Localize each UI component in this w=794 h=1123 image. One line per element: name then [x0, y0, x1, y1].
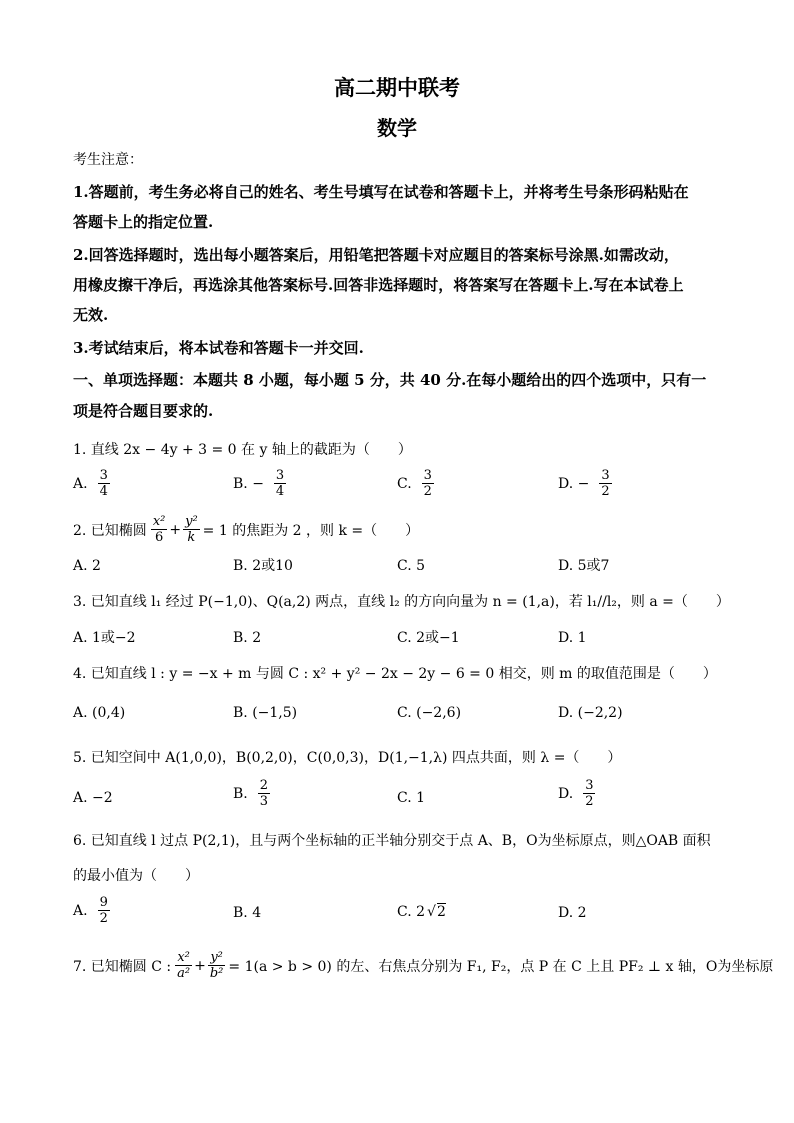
q5-option-d: D. $\frac{3}{2}$	[558, 778, 594, 809]
q5-stem: 5. 已知空间中 A(1,0,0)，B(0,2,0)，C(0,0,3)，D(1,−1,λ) 四点共面，则 λ =（ ）	[73, 750, 622, 766]
q3-stem: 3. 已知直线 l₁ 经过 P(−1,0)、Q(a,2) 两点，直线 l₂ 的方向向量为 n = (1,a)，若 l₁//l₂，则 a =（ ）	[73, 594, 730, 610]
q1-a-fraction: $\frac{3}{4}$	[99, 468, 108, 499]
q5-option-b: B. $\frac{2}{3}$	[233, 778, 269, 809]
q1-stem: 1. 直线 2x − 4y + 3 = 0 在 y 轴上的截距为（ ）	[73, 442, 412, 458]
q2-option-b: B. 2或10	[233, 558, 293, 574]
notice-item-1b: 答题卡上的指定位置.	[73, 213, 214, 231]
q2-option-a: A. 2	[73, 558, 101, 574]
q4-option-a: A. (0,4)	[73, 705, 126, 721]
q5-option-c: C. 1	[397, 790, 426, 806]
q4-option-c: C. (−2,6)	[397, 705, 462, 721]
q1-option-b: B. − $\frac{3}{4}$	[233, 468, 285, 499]
q6-stem-b: 的最小值为（ ）	[73, 868, 199, 884]
q3-option-c: C. 2或−1	[397, 630, 460, 646]
exam-title: 高二期中联考	[334, 75, 460, 100]
section-heading-b: 项是符合题目要求的.	[73, 402, 214, 420]
notice-heading: 考生注意：	[73, 152, 143, 168]
q4-option-b: B. (−1,5)	[233, 705, 298, 721]
q1-option-d: D. − $\frac{3}{2}$	[558, 468, 610, 499]
q3-option-b: B. 2	[233, 630, 262, 646]
q1-option-c: C. $\frac{3}{2}$	[397, 468, 432, 499]
q6-option-c: C. 2 √ 2	[397, 903, 446, 920]
q6-stem-a: 6. 已知直线 l 过点 P(2,1)，且与两个坐标轴的正半轴分别交于点 A、B，O为坐标原点，则△OAB 面积	[73, 833, 711, 849]
section-heading-a: 一、单项选择题：本题共 8 小题，每小题 5 分，共 40 分.在每小题给出的四个选项中，只有一	[73, 371, 707, 389]
q2-option-c: C. 5	[397, 558, 426, 574]
q1-option-a: A. $\frac{3}{4}$	[73, 468, 108, 499]
q2-option-d: D. 5或7	[558, 558, 610, 574]
q3-option-a: A. 1或−2	[73, 630, 136, 646]
q5-option-a: A. −2	[73, 790, 113, 806]
notice-item-2c: 无效.	[73, 306, 109, 324]
q4-option-d: D. (−2,2)	[558, 705, 623, 721]
q3-option-d: D. 1	[558, 630, 587, 646]
q6-option-a: A. $\frac{9}{2}$	[73, 895, 108, 926]
subject-title: 数学	[377, 116, 417, 140]
notice-item-3: 3.考试结束后，将本试卷和答题卡一并交回.	[73, 339, 364, 357]
q6-option-b: B. 4	[233, 905, 262, 921]
q2-stem: 2. 已知椭圆 $\frac{\text{x²}}{6}$ + $\frac{\text{y²}}{k}$ = 1 的焦距为 2 ，则 k =（ ）	[73, 514, 420, 545]
notice-item-2a: 2.回答选择题时，选出每小题答案后，用铅笔把答题卡对应题目的答案标号涂黑.如需改动，	[73, 246, 679, 264]
q7-stem: 7. 已知椭圆 C : $\frac{\text{x²}}{\text{a²}}$ + $\frac{\text{y²}}{\text{b²}}$ = 1(a > b > 0) 的左、右焦点分别为 F₁, F₂，点 P 在 C 上且 PF₂ ⊥ x 轴，O为坐标原	[73, 950, 774, 981]
q4-stem: 4. 已知直线 l : y = −x + m 与圆 C : x² + y² − 2x − 2y − 6 = 0 相交，则 m 的取值范围是（ ）	[73, 666, 717, 682]
notice-item-2b: 用橡皮擦干净后，再选涂其他答案标号.回答非选择题时，将答案写在答题卡上.写在本试卷上	[73, 276, 684, 294]
q6-option-d: D. 2	[558, 905, 587, 921]
notice-item-1a: 1.答题前，考生务必将自己的姓名、考生号填写在试卷和答题卡上，并将考生号条形码粘贴在	[73, 183, 689, 201]
